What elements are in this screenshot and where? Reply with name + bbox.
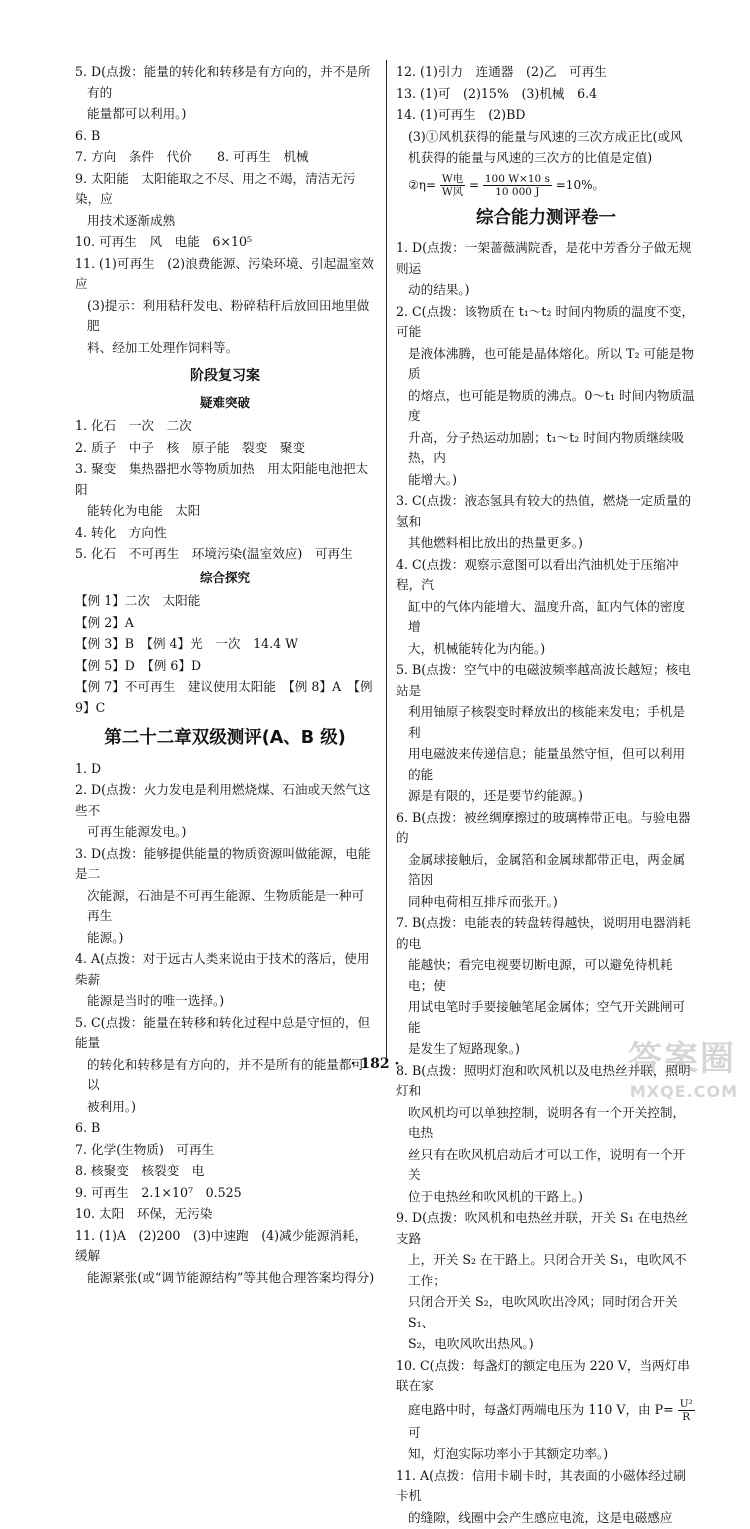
- answer-line: 的熔点，也可能是物质的沸点。0～t₁ 时间内物质温度: [408, 387, 695, 423]
- answer-line: 【例 1】二次 太阳能: [75, 593, 201, 608]
- answer-line: 丝只有在吹风机启动后才可以工作，说明有一个开关: [408, 1146, 686, 1182]
- answer-line: 4. 转化 方向性: [75, 524, 167, 540]
- answer-line: 吹风机均可以单独控制，说明各有一个开关控制，电热: [408, 1104, 686, 1140]
- efficiency-formula: [396, 173, 696, 198]
- answer-line: 只闭合开关 S₂，电吹风吹出冷风；同时闭合开关 S₁、: [408, 1294, 678, 1330]
- fraction-numerator: W电: [441, 172, 464, 185]
- answer-line: 的转化和转移是有方向的，并不是所有的能量都可以: [87, 1056, 365, 1092]
- answer-line: 6. B(点拨：被丝绸摩擦过的玻璃棒带正电。与验电器的: [396, 809, 691, 845]
- answer-line: 5. 化石 不可再生 环境污染(温室效应) 可再生: [75, 546, 353, 561]
- watermark-logo: [610, 1031, 742, 1103]
- answer-line: 可再生能源发电。): [87, 824, 187, 839]
- answer-line: 4. A(点拨：对于远古人类来说由于技术的落后，使用柴薪: [75, 951, 370, 987]
- formula-result: =10%。: [555, 177, 605, 192]
- answer-line: 能越快；看完电视要切断电源，可以避免待机耗电；使: [408, 957, 673, 993]
- answer-line: 7. B(点拨：电能表的转盘转得越快，说明用电器消耗的电: [396, 915, 691, 951]
- answer-line: 11. (1)可再生 (2)浪费能源、污染环境、引起温室效应: [75, 255, 374, 291]
- answer-line: 利用铀原子核裂变时释放出的核能来发电；手机是利: [408, 704, 686, 740]
- watermark-logo-text: 答案圈: [628, 1039, 736, 1079]
- answer-line: 4. C(点拨：观察示意图可以看出汽油机处于压缩冲程，汽: [396, 556, 679, 592]
- answer-line: 用技术逐渐成熟: [87, 212, 176, 228]
- answer-line: 5. D(点拨：能量的转化和转移是有方向的，并不是所有的: [75, 64, 371, 100]
- answer-line: 1. D: [75, 760, 102, 776]
- answer-line: 能量都可以利用。): [87, 106, 187, 121]
- formula-prefix: ②η=: [408, 177, 437, 192]
- answer-line: 12. (1)引力 连通器 (2)乙 可再生: [396, 64, 607, 79]
- answer-line: 8. B(点拨：照明灯泡和吹风机以及电热丝并联，照明灯和: [396, 1062, 691, 1098]
- answer-line: 10. 可再生 风 电能 6×10⁵: [75, 234, 253, 249]
- answer-line: (3)提示：利用秸秆发电、粉碎秸秆后放回田地里做肥: [87, 297, 370, 333]
- fraction: [440, 173, 465, 198]
- answer-line: 缸中的气体内能增大、温度升高，缸内气体的密度增: [408, 598, 686, 634]
- answer-line: 7. 化学(生物质) 可再生: [75, 1141, 215, 1157]
- fraction-denominator: R: [682, 1410, 691, 1423]
- answer-line: 用电磁波来传递信息；能量虽然守恒，但可以利用的能: [408, 746, 686, 782]
- answer-line: 6. B: [75, 1120, 101, 1135]
- answer-line: 1. 化石 一次 二次: [75, 418, 192, 433]
- answer-line: 被利用。): [87, 1098, 136, 1114]
- answer-line: 8. 核聚变 核裂变 电: [75, 1163, 205, 1178]
- answer-line: 是发生了短路现象。): [408, 1041, 520, 1056]
- answer-line: 能源。): [87, 929, 124, 945]
- formula-text: 可: [408, 1424, 421, 1440]
- right-column: [396, 62, 696, 1529]
- answer-line: 位于电热丝和吹风机的干路上。): [408, 1188, 583, 1204]
- answer-line: 能源紧张(或“调节能源结构”等其他合理答案均得分): [87, 1269, 375, 1285]
- answer-line: 金属球接触后，金属箔和金属球都带正电，两金属箔因: [408, 851, 686, 887]
- answer-line: 9. 可再生 2.1×10⁷ 0.525: [75, 1184, 242, 1200]
- answer-line: 动的结果。): [408, 282, 470, 297]
- fraction-numerator: U²: [679, 1397, 693, 1410]
- answer-line: 料、经加工处理作饲料等。: [87, 339, 239, 355]
- answer-line: 知，灯泡实际功率小于其额定功率。): [408, 1446, 609, 1461]
- answer-line: 【例 7】不可再生 建议使用太阳能 【例 8】A 【例 9】C: [75, 679, 373, 715]
- fraction-denominator: W风: [441, 185, 464, 198]
- answer-line: (3)①风机获得的能量与风速的三次方成正比(或风: [408, 128, 683, 144]
- answer-line: 【例 2】A: [75, 614, 134, 630]
- answer-line: 11. A(点拨：信用卡刷卡时，其表面的小磁体经过刷卡机: [396, 1467, 686, 1503]
- answer-line: S₂，电吹风吹出热风。): [408, 1336, 534, 1351]
- answer-line: 是液体沸腾，也可能是晶体熔化。所以 T₂ 可能是物质: [408, 345, 694, 381]
- answer-line: 3. D(点拨：能够提供能量的物质资源叫做能源，电能是二: [75, 845, 371, 881]
- answer-line: 2. C(点拨：该物质在 t₁～t₂ 时间内物质的温度不变，可能: [396, 303, 695, 339]
- answer-line: 2. D(点拨：火力发电是利用燃烧煤、石油或天然气这些不: [75, 782, 371, 818]
- answer-line: 上，开关 S₂ 在干路上。只闭合开关 S₁，电吹风不工作；: [408, 1252, 687, 1288]
- answer-line: 的缝隙，线圈中会产生感应电流，这是电磁感应: [408, 1509, 673, 1525]
- chapter-heading: 第二十二章双级测评(A、B 级): [104, 728, 346, 748]
- page-number: · 182 ·: [350, 1056, 400, 1072]
- answer-line: 5. C(点拨：能量在转移和转化过程中总是守恒的，但能量: [75, 1014, 371, 1050]
- answer-line: 3. 聚变 集热器把水等物质加热 用太阳能电池把太阳: [75, 461, 369, 497]
- test-heading: 综合能力测评卷一: [476, 207, 616, 228]
- answer-line: 7. 方向 条件 代价 8. 可再生 机械: [75, 149, 309, 164]
- answer-line: 大，机械能转化为内能。): [408, 640, 546, 656]
- answer-line: 同种电荷相互排斥而张开。): [408, 893, 558, 909]
- left-column: [75, 62, 375, 1289]
- answer-line-with-formula: [396, 1398, 696, 1444]
- formula-equals: =: [468, 177, 480, 192]
- answer-line: 10. C(点拨：每盏灯的额定电压为 220 V，当两灯串联在家: [396, 1357, 690, 1393]
- answer-line: 6. B: [75, 127, 101, 143]
- answer-line: 1. D(点拨：一架蔷薇满院香，是花中芳香分子做无规则运: [396, 240, 692, 276]
- fraction-numerator: 100 W×10 s: [484, 172, 550, 185]
- fraction: [678, 1398, 695, 1423]
- subsection-heading: 疑难突破: [199, 394, 250, 410]
- formula-text: 庭电路中时，每盏灯两端电压为 110 V，由 P=: [408, 1401, 674, 1417]
- answer-line: 其他燃料相比放出的热量更多。): [408, 535, 583, 550]
- section-heading: 阶段复习案: [190, 368, 260, 384]
- fraction-denominator: 10 000 J: [495, 185, 540, 198]
- answer-line: 5. B(点拨：空气中的电磁波频率越高波长越短；核电站是: [396, 662, 691, 698]
- answer-line: 13. (1)可 (2)15% (3)机械 6.4: [396, 85, 598, 101]
- answer-line: 【例 5】D 【例 6】D: [75, 657, 202, 673]
- subsection-heading: 综合探究: [199, 569, 250, 585]
- answer-line: 9. 太阳能 太阳能取之不尽、用之不竭，清洁无污染，应: [75, 170, 356, 206]
- fraction: [483, 173, 552, 198]
- answer-line: 能增大。): [408, 471, 457, 487]
- answer-line: 3. C(点拨：液态氢具有较大的热值，燃烧一定质量的氢和: [396, 493, 692, 529]
- answer-line: 次能源，石油是不可再生能源、生物质能是一种可再生: [87, 887, 365, 923]
- watermark-url: MXQE.COM: [629, 1082, 738, 1101]
- answer-line: 2. 质子 中子 核 原子能 裂变 聚变: [75, 439, 306, 455]
- answer-line: 机获得的能量与风速的三次方的比值是定值): [408, 150, 653, 165]
- answer-line: 能源是当时的唯一选择。): [87, 993, 225, 1008]
- answer-line: 10. 太阳 环保，无污染: [75, 1206, 213, 1221]
- answer-line: 11. (1)A (2)200 (3)中速跑 (4)减少能源消耗，缓解: [75, 1227, 368, 1263]
- answer-line: 【例 3】B 【例 4】光 一次 14.4 W: [75, 636, 299, 651]
- answer-line: 14. (1)可再生 (2)BD: [396, 107, 526, 122]
- answer-line: 能转化为电能 太阳: [87, 503, 201, 518]
- answer-line: 升高，分子热运动加剧；t₁～t₂ 时间内物质继续吸热，内: [408, 429, 685, 465]
- column-divider: [386, 60, 387, 1060]
- answer-line: 源是有限的，还是要节约能源。): [408, 788, 583, 803]
- answer-line: 9. D(点拨：吹风机和电热丝并联，开关 S₁ 在电热丝支路: [396, 1210, 688, 1246]
- answer-line: 用试电笔时手要接触笔尾金属体；空气开关跳闸可能: [408, 999, 686, 1035]
